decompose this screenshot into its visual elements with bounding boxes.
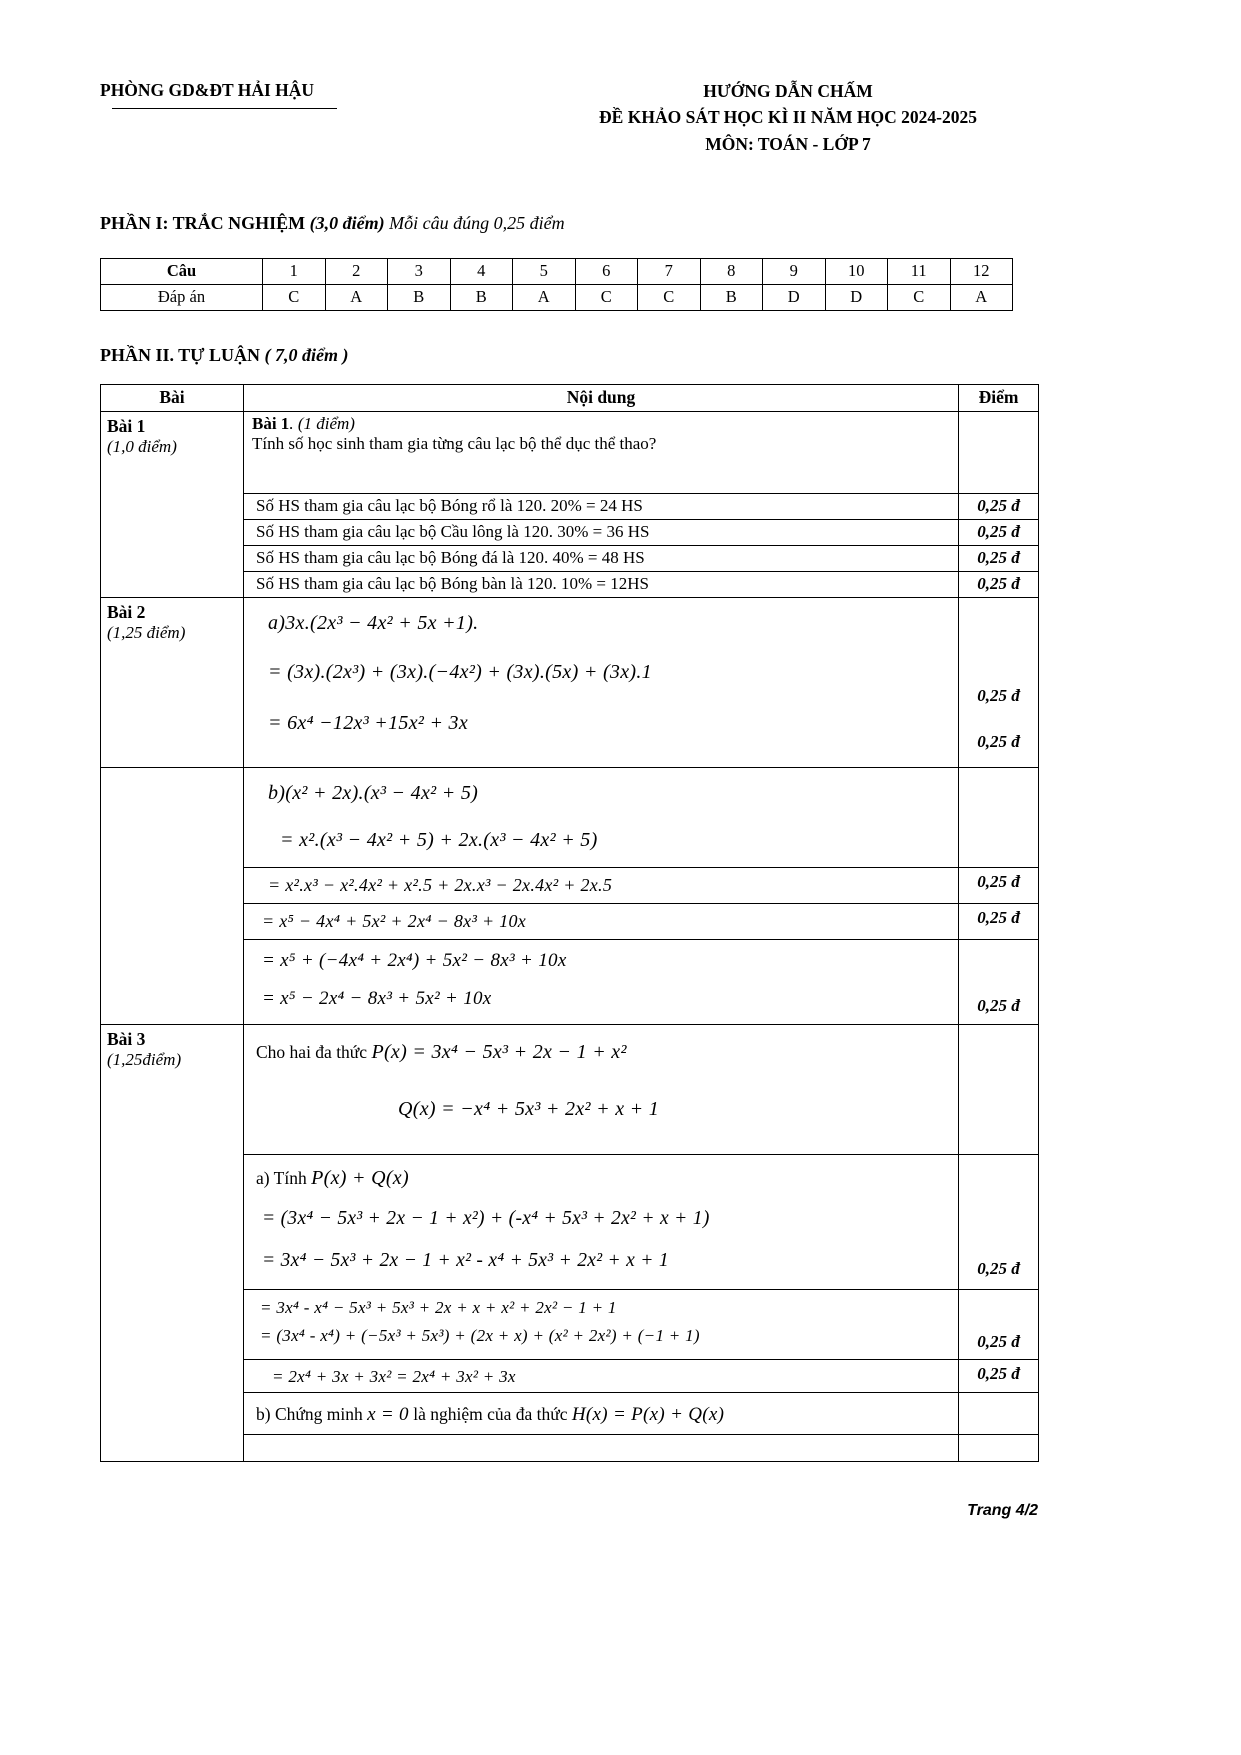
question-number: 12 <box>950 258 1013 284</box>
bai3-label-points: (1,25điểm) <box>107 1049 182 1069</box>
score-value: 0,25 đ <box>959 545 1039 571</box>
answer-letter: B <box>700 284 763 310</box>
part1-heading <box>100 213 1038 234</box>
bai2-part-b-content <box>244 767 959 867</box>
bai3-intro-row <box>101 1024 1039 1154</box>
solution-table <box>100 384 1039 1462</box>
bai1-answer-text: Số HS tham gia câu lạc bộ Bóng bàn là 120. 10% = 12HS <box>244 571 959 597</box>
office-underline <box>112 108 337 109</box>
question-number: 2 <box>325 258 388 284</box>
bai3-b-mid: là nghiệm của đa thức <box>413 1403 568 1424</box>
bai1-heading-bold: Bài 1 <box>252 413 290 433</box>
bai2-part-a-content <box>244 597 959 767</box>
doc-title: HƯỚNG DẪN CHẤM <box>703 81 873 101</box>
math-inline: P(x) = 3x⁴ − 5x³ + 2x − 1 + x² <box>371 1040 627 1063</box>
score-value: 0,25 đ <box>959 519 1039 545</box>
bai1-heading <box>252 414 950 434</box>
math-line: = 2x⁴ + 3x + 3x² = 2x⁴ + 3x² + 3x <box>272 1366 516 1386</box>
math-line: = x⁵ + (−4x⁴ + 2x⁴) + 5x² − 8x³ + 10x <box>262 949 567 971</box>
math-inline: x = 0 <box>367 1403 409 1425</box>
bai1-label-points: (1,0 điểm) <box>107 436 177 456</box>
math-line: a)3x.(2x³ − 4x² + 5x +1). <box>268 611 479 634</box>
answer-key-question-row <box>101 258 1013 284</box>
math-line: Q(x) = −x⁴ + 5x³ + 2x² + x + 1 <box>398 1097 660 1120</box>
answer-letter: A <box>325 284 388 310</box>
math-line: = x².x³ − x².4x² + x².5 + 2x.x³ − 2x.4x² + 2x.5 <box>268 874 613 895</box>
bai3-part-a-content <box>244 1154 959 1289</box>
math-line: = 3x⁴ - x⁴ − 5x³ + 5x³ + 2x + x + x² + 2x² − 1 + 1 <box>260 1297 617 1317</box>
bai3-b-label: b) Chứng minh <box>256 1403 363 1424</box>
col-header-noidung: Nội dung <box>244 384 959 411</box>
score-cell <box>959 939 1039 1024</box>
math-line: = x².(x³ − 4x² + 5) + 2x.(x³ − 4x² + 5) <box>280 828 598 851</box>
answer-letter: C <box>263 284 326 310</box>
bai3-intro-text: Cho hai đa thức <box>256 1041 368 1062</box>
score-cell <box>959 1359 1039 1392</box>
math-line: = (3x⁴ − 5x³ + 2x − 1 + x²) + (-x⁴ + 5x³ + 2x² + x + 1) <box>262 1207 710 1229</box>
bai2-part-b-label-cell <box>101 767 244 1024</box>
part1-points: (3,0 điểm) <box>309 212 385 233</box>
score-value: 0,25 đ <box>977 871 1020 891</box>
math-line: = 3x⁴ − 5x³ + 2x − 1 + x² - x⁴ + 5x³ + 2x² + x + 1 <box>262 1249 669 1271</box>
bai3-intro-content <box>244 1024 959 1154</box>
score-value: 0,25 đ <box>977 731 1020 751</box>
question-number: 7 <box>638 258 701 284</box>
question-number: 5 <box>513 258 576 284</box>
answer-letter: B <box>450 284 513 310</box>
bai3-label-cell <box>101 1024 244 1461</box>
bai2-part-b-content <box>244 939 959 1024</box>
answer-letter: C <box>888 284 951 310</box>
score-value: 0,25 đ <box>977 1363 1020 1383</box>
question-number: 3 <box>388 258 451 284</box>
col-header-diem: Điểm <box>959 384 1039 411</box>
math-inline: P(x) + Q(x) <box>311 1166 409 1189</box>
answer-letter: C <box>638 284 701 310</box>
question-row-label: Câu <box>101 258 263 284</box>
answer-row-label: Đáp án <box>101 284 263 310</box>
bai2-part-a-row <box>101 597 1039 767</box>
part1-note: Mỗi câu đúng 0,25 điểm <box>389 212 565 233</box>
bai1-label-cell <box>101 411 244 597</box>
bai3-label: Bài 3 <box>107 1028 146 1049</box>
page-footer: Trang 4/2 <box>967 1501 1038 1519</box>
bai2-label-points: (1,25 điểm) <box>107 622 186 642</box>
score-value: 0,25 đ <box>959 493 1039 519</box>
math-line: = 6x⁴ −12x³ +15x² + 3x <box>268 711 469 734</box>
bai3-part-a-content <box>244 1359 959 1392</box>
score-cell <box>959 1289 1039 1359</box>
score-cell <box>959 1434 1039 1461</box>
math-line: = (3x).(2x³) + (3x).(−4x²) + (3x).(5x) + (3x).1 <box>268 660 652 683</box>
bai2-part-b-row1 <box>101 767 1039 867</box>
bai3-part-b-content <box>244 1392 959 1434</box>
score-value: 0,25 đ <box>959 571 1039 597</box>
score-cell <box>959 1154 1039 1289</box>
bai2-label-cell <box>101 597 244 767</box>
score-value: 0,25 đ <box>977 1258 1020 1278</box>
part2-title: PHẦN II. TỰ LUẬN <box>100 344 261 365</box>
question-number: 9 <box>763 258 826 284</box>
bai3-part-a-heading <box>256 1167 950 1190</box>
bai1-question-text: Tính số học sinh tham gia từng câu lạc bộ thể dục thể thao? <box>252 433 657 453</box>
math-line: = x⁵ − 4x⁴ + 5x² + 2x⁴ − 8x³ + 10x <box>262 910 527 931</box>
col-header-bai: Bài <box>101 384 244 411</box>
math-line: b)(x² + 2x).(x³ − 4x² + 5) <box>268 781 479 804</box>
question-number: 10 <box>825 258 888 284</box>
document-title-block <box>538 78 1038 157</box>
bai1-answer-text: Số HS tham gia câu lạc bộ Bóng rổ là 120. 20% = 24 HS <box>244 493 959 519</box>
empty-content-cell <box>244 1434 959 1461</box>
question-number: 1 <box>263 258 326 284</box>
answer-key-answer-row <box>101 284 1013 310</box>
bai2-part-b-content <box>244 867 959 903</box>
answer-letter: A <box>513 284 576 310</box>
answer-letter: D <box>825 284 888 310</box>
bai1-heading-italic: . (1 điểm) <box>289 413 355 433</box>
score-cell <box>959 867 1039 903</box>
bai1-answer-text: Số HS tham gia câu lạc bộ Cầu lông là 120. 30% = 36 HS <box>244 519 959 545</box>
bai1-question-cell <box>244 411 959 493</box>
score-cell <box>959 1024 1039 1154</box>
question-number: 11 <box>888 258 951 284</box>
question-number: 4 <box>450 258 513 284</box>
bai3-part-a-content <box>244 1289 959 1359</box>
document-header <box>100 78 1038 157</box>
part2-points: ( 7,0 điểm ) <box>264 344 349 365</box>
score-cell <box>959 903 1039 939</box>
bai3-a-label: a) Tính <box>256 1167 307 1188</box>
answer-key-table <box>100 258 1013 311</box>
doc-subtitle: ĐỀ KHẢO SÁT HỌC KÌ II NĂM HỌC 2024-2025 <box>599 107 977 128</box>
part2-heading <box>100 345 1038 366</box>
bai2-part-b-content <box>244 903 959 939</box>
part1-title: PHẦN I: TRẮC NGHIỆM <box>100 212 306 233</box>
math-line: = x⁵ − 2x⁴ − 8x³ + 5x² + 10x <box>262 987 492 1009</box>
issuing-office-block <box>100 78 337 109</box>
score-value: 0,25 đ <box>977 685 1020 705</box>
bai1-question-row <box>101 411 1039 493</box>
doc-subject: MÔN: TOÁN - LỚP 7 <box>705 133 871 154</box>
bai3-intro-line <box>256 1041 950 1064</box>
score-cell <box>959 767 1039 867</box>
score-value: 0,25 đ <box>977 995 1020 1015</box>
answer-letter: B <box>388 284 451 310</box>
bai2-label: Bài 2 <box>107 601 146 622</box>
question-number: 6 <box>575 258 638 284</box>
answer-letter: D <box>763 284 826 310</box>
score-cell <box>959 411 1039 493</box>
office-name: PHÒNG GD&ĐT HẢI HẬU <box>100 80 315 100</box>
solution-table-header <box>101 384 1039 411</box>
bai3-part-b-heading <box>256 1404 950 1426</box>
bai1-answer-text: Số HS tham gia câu lạc bộ Bóng đá là 120. 40% = 48 HS <box>244 545 959 571</box>
bai1-label: Bài 1 <box>107 415 146 436</box>
score-cell <box>959 597 1039 767</box>
math-line: = (3x⁴ - x⁴) + (−5x³ + 5x³) + (2x + x) + (x² + 2x²) + (−1 + 1) <box>260 1325 700 1345</box>
math-inline: H(x) = P(x) + Q(x) <box>571 1403 725 1425</box>
answer-letter: A <box>950 284 1013 310</box>
score-value: 0,25 đ <box>977 1331 1020 1351</box>
question-number: 8 <box>700 258 763 284</box>
score-value: 0,25 đ <box>977 907 1020 927</box>
answer-letter: C <box>575 284 638 310</box>
score-cell <box>959 1392 1039 1434</box>
